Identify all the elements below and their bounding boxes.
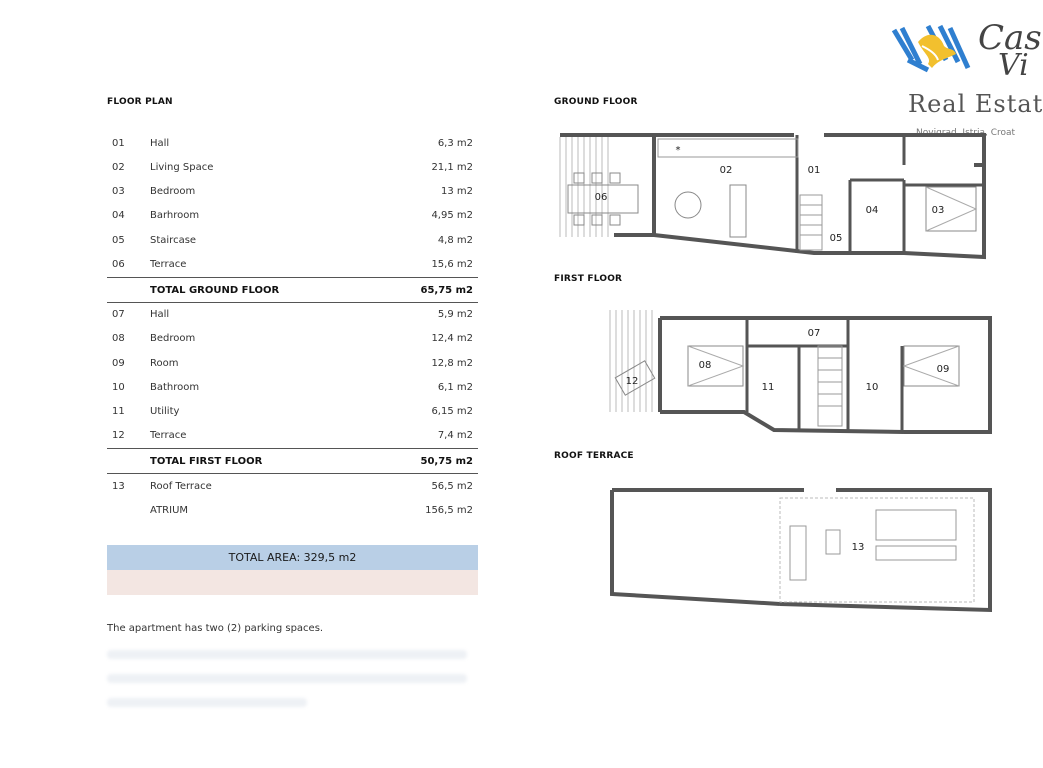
roof-terrace-title: ROOF TERRACE: [554, 451, 634, 461]
svg-text:08: 08: [698, 360, 712, 371]
table-row: 05 Staircase 4,8 m2: [112, 235, 473, 246]
table-row: 10 Bathroom 6,1 m2: [112, 382, 473, 393]
svg-text:06: 06: [594, 192, 608, 203]
table-row: 06 Terrace 15,6 m2: [112, 259, 473, 270]
parking-note: The apartment has two (2) parking spaces.: [107, 623, 324, 634]
svg-text:01: 01: [807, 165, 821, 176]
floor-plan-title: FLOOR PLAN: [107, 97, 173, 107]
blurred-text-line: [107, 698, 307, 707]
ground-floor-title: GROUND FLOOR: [554, 97, 638, 107]
svg-text:05: 05: [829, 233, 843, 244]
svg-text:13: 13: [851, 542, 865, 553]
blurred-text-line: [107, 674, 467, 683]
svg-text:03: 03: [931, 205, 945, 216]
svg-text:*: *: [675, 145, 681, 156]
table-row: 09 Room 12,8 m2: [112, 358, 473, 369]
svg-text:11: 11: [761, 382, 775, 393]
total-area-band: TOTAL AREA: 329,5 m2: [107, 545, 478, 570]
table-row: 07 Hall 5,9 m2: [112, 309, 473, 320]
logo-tagline: Novigrad, Istria, Croat: [916, 128, 1016, 138]
table-row: 08 Bedroom 12,4 m2: [112, 333, 473, 344]
secondary-band: [107, 570, 478, 595]
table-row: 03 Bedroom 13 m2: [112, 186, 473, 197]
total-ground-floor-row: TOTAL GROUND FLOOR 65,75 m2: [107, 277, 478, 303]
table-row: 04 Barhroom 4,95 m2: [112, 210, 473, 221]
logo-script-line2: Vi: [998, 48, 1029, 83]
svg-text:09: 09: [936, 364, 950, 375]
table-row: 02 Living Space 21,1 m2: [112, 162, 473, 173]
svg-text:02: 02: [719, 165, 733, 176]
svg-text:12: 12: [625, 376, 639, 387]
table-row: 13 Roof Terrace 56,5 m2: [112, 481, 473, 492]
table-row: 01 Hall 6,3 m2: [112, 138, 473, 149]
table-row: 12 Terrace 7,4 m2: [112, 430, 473, 441]
first-floor-title: FIRST FLOOR: [554, 274, 623, 284]
first-floor-plan: [604, 302, 994, 436]
roof-terrace-plan: [604, 480, 994, 614]
logo-brand: Real Estat: [908, 90, 1043, 118]
ground-floor-plan: [554, 125, 994, 265]
svg-text:04: 04: [865, 205, 879, 216]
svg-text:10: 10: [865, 382, 879, 393]
blurred-text-line: [107, 650, 467, 659]
table-row: ATRIUM 156,5 m2: [150, 505, 473, 516]
total-first-floor-row: TOTAL FIRST FLOOR 50,75 m2: [107, 448, 478, 474]
logo-script-line1: Cas: [978, 18, 1042, 58]
table-row: 11 Utility 6,15 m2: [112, 406, 473, 417]
svg-text:07: 07: [807, 328, 821, 339]
